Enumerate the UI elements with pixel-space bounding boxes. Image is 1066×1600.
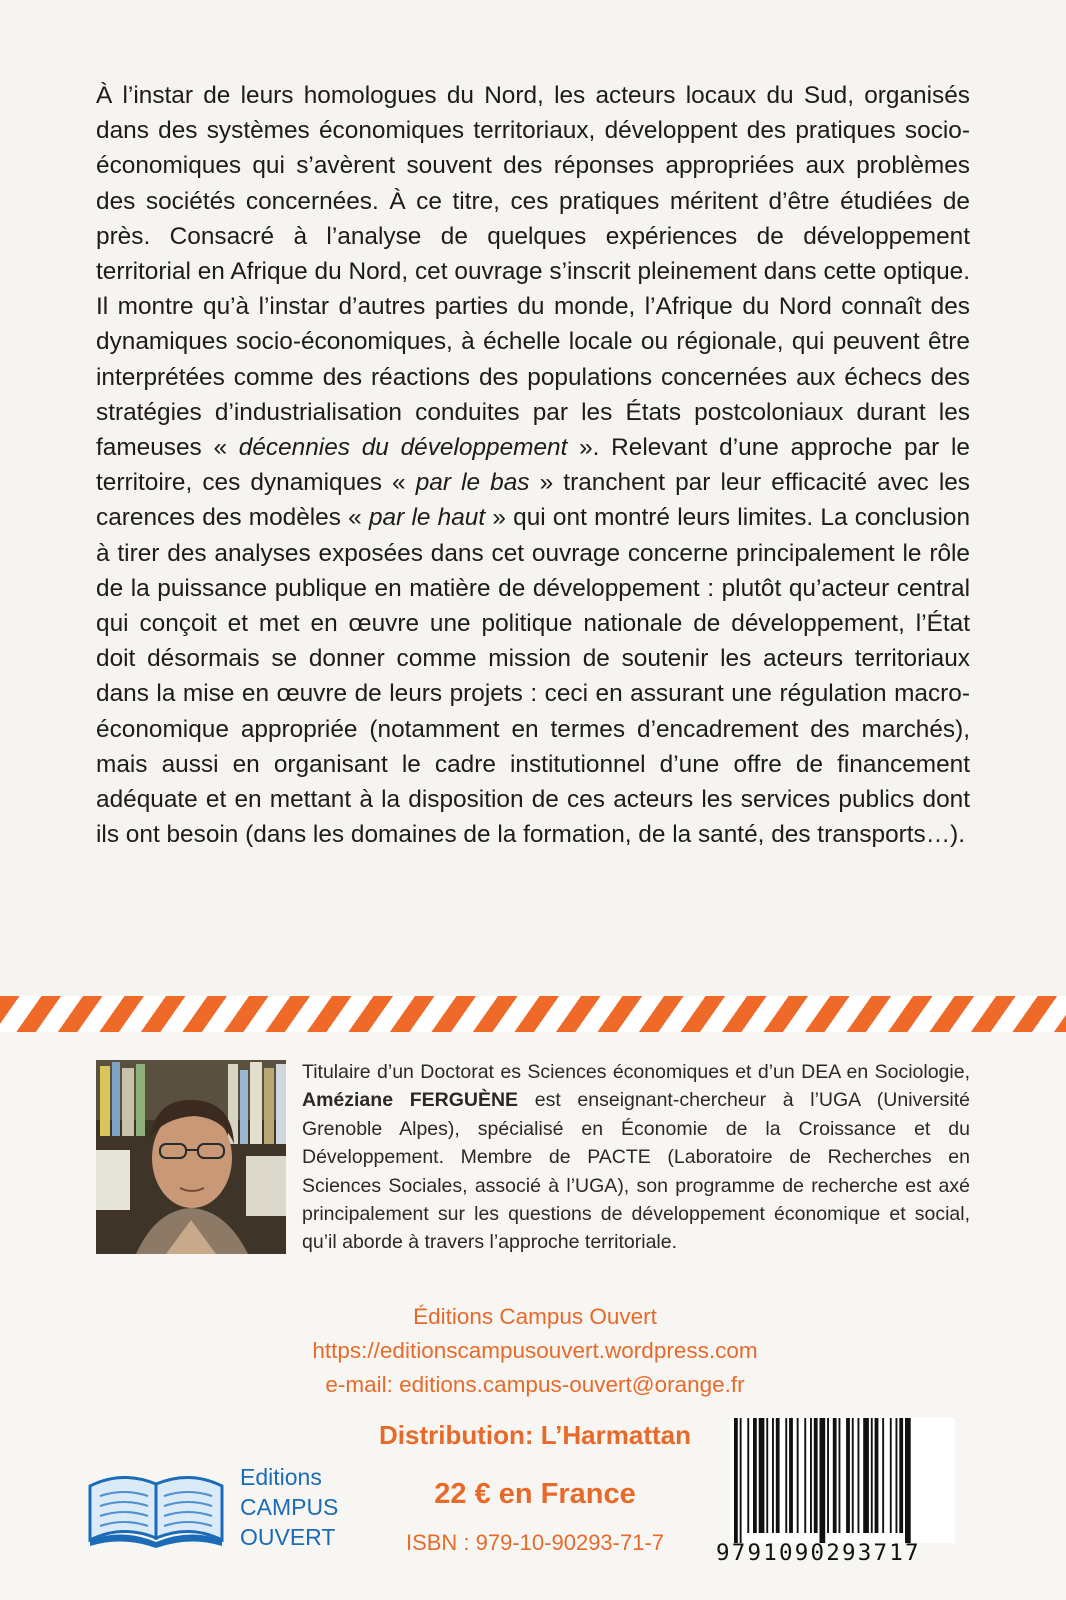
barcode-bar — [759, 1418, 765, 1533]
summary-text-2: ». Relevant d’une approche par le territoire, ces dynamiques « — [96, 434, 970, 497]
author-biography — [302, 1058, 970, 1257]
summary-text-3: » tranchent par leur efficacité avec les carences des modèles « — [96, 469, 970, 532]
isbn-label: ISBN : 979-10-90293-71-7 — [405, 1530, 665, 1555]
summary-text-4: » qui ont montré leurs limites. La conclusion à tirer des analyses exposées dans cet ouvrage concerne principalement le rôle de la puissance publique en matière de développement : plutôt qu’acteur central qui conçoit et met en œuvre une politique nationale de développement, l’État doit désormais se donner comme mission de soutenir les acteurs territoriaux dans la mise en œuvre de leurs projets : ceci en assurant une régulation macro-économique appropriée (notamment en termes d’encadrement des marchés), mais aussi en organisant le cadre institutionnel d’une offre de financement adéquate et en mettant à la disposition de ces acteurs les services publics dont ils ont besoin (dans les domaines de la formation, de la santé, des transports…). — [96, 504, 971, 849]
barcode-bar — [804, 1418, 806, 1533]
barcode-bar — [833, 1418, 837, 1533]
barcode-digits: 9791090293717 — [716, 1540, 921, 1566]
barcode-bar — [814, 1418, 818, 1533]
barcode-bar — [863, 1418, 869, 1533]
barcode-bar — [772, 1418, 774, 1533]
barcode-bar — [810, 1418, 812, 1533]
isbn-barcode — [730, 1418, 955, 1543]
barcode-bar — [875, 1418, 879, 1533]
author-photo — [96, 1060, 286, 1254]
barcode-bar — [789, 1418, 793, 1533]
barcode-bar — [899, 1418, 903, 1533]
barcode-bar — [890, 1418, 892, 1533]
open-book-logo-icon — [86, 1466, 226, 1548]
barcode-bar — [846, 1418, 850, 1533]
bio-text-start: Titulaire d’un Doctorat es Sciences économiques et d’un DEA en Sociologie, — [302, 1061, 970, 1083]
barcode-bar — [753, 1418, 757, 1533]
barcode-bar — [905, 1418, 911, 1543]
publisher-email[interactable]: e-mail: editions.campus-ouvert@orange.fr — [325, 1372, 745, 1397]
summary-text-1: À l’instar de leurs homologues du Nord, les acteurs locaux du Sud, organisés dans des systèmes économiques territoriaux, développent des pratiques socio-économiques qui s’avèrent souvent des réponses appropriées aux problèmes des sociétés concernées. À ce titre, ces pratiques méritent d’être étudiées de près. Consacré à l’analyse de quelques expériences de développement territorial en Afrique du Nord, cet ouvrage s’inscrit pleinement dans cette optique. Il montre qu’à l’instar d’autres parties du monde, l’Afrique du Nord connaît des dynamiques socio-économiques, à échelle locale ou régionale, qui peuvent être interprétées comme des réactions des populations concernées aux échecs des stratégies d’industrialisation conduites par les États postcoloniaux durant les fameuses « — [96, 82, 970, 462]
bio-text-end: est enseignant-chercheur à l’UGA (Université Grenoble Alpes), spécialisé en Économie de la Croissance et du Développement. Membre de PACTE (Laboratoire de Recherches en Sciences Sociales, associé à l’UGA), son programme de recherche est axé principalement sur les questions de développement économique et social, qu’il aborde à travers l’approche territoriale. — [302, 1089, 970, 1254]
publisher-name: Éditions Campus Ouvert — [413, 1304, 657, 1329]
summary-emphasis-2: par le bas — [415, 469, 530, 497]
publisher-logo-text — [240, 1462, 338, 1552]
barcode-bar — [820, 1418, 826, 1543]
barcode-bar — [871, 1418, 873, 1533]
barcode-bar — [858, 1418, 860, 1533]
barcode-bar — [747, 1418, 749, 1533]
logo-line-2: CAMPUS — [240, 1494, 339, 1520]
barcode-bar — [896, 1418, 898, 1533]
publisher-url[interactable]: https://editionscampusouvert.wordpress.com — [312, 1338, 758, 1363]
barcode-bar — [797, 1418, 799, 1533]
barcode-bar — [882, 1418, 884, 1533]
barcode-bar — [776, 1418, 780, 1533]
orange-hazard-stripe — [0, 996, 1066, 1032]
barcode-bar — [734, 1418, 738, 1543]
price-label: 22 € en France — [434, 1478, 636, 1510]
barcode-bar — [852, 1418, 854, 1533]
summary-emphasis-3: par le haut — [368, 504, 486, 532]
barcode-bar — [827, 1418, 829, 1533]
logo-line-1: Editions — [240, 1464, 322, 1490]
barcode-bar — [766, 1418, 768, 1533]
summary-emphasis-1: décennies du développement — [238, 434, 568, 462]
publisher-info — [240, 1300, 830, 1402]
back-cover-summary — [96, 78, 970, 852]
barcode-bar — [740, 1418, 742, 1543]
barcode-bar — [839, 1418, 841, 1533]
barcode-bar — [785, 1418, 787, 1533]
logo-line-3: OUVERT — [240, 1524, 336, 1550]
distribution-label: Distribution: L’Harmattan — [378, 1420, 691, 1450]
author-name: Améziane FERGUÈNE — [302, 1089, 519, 1112]
